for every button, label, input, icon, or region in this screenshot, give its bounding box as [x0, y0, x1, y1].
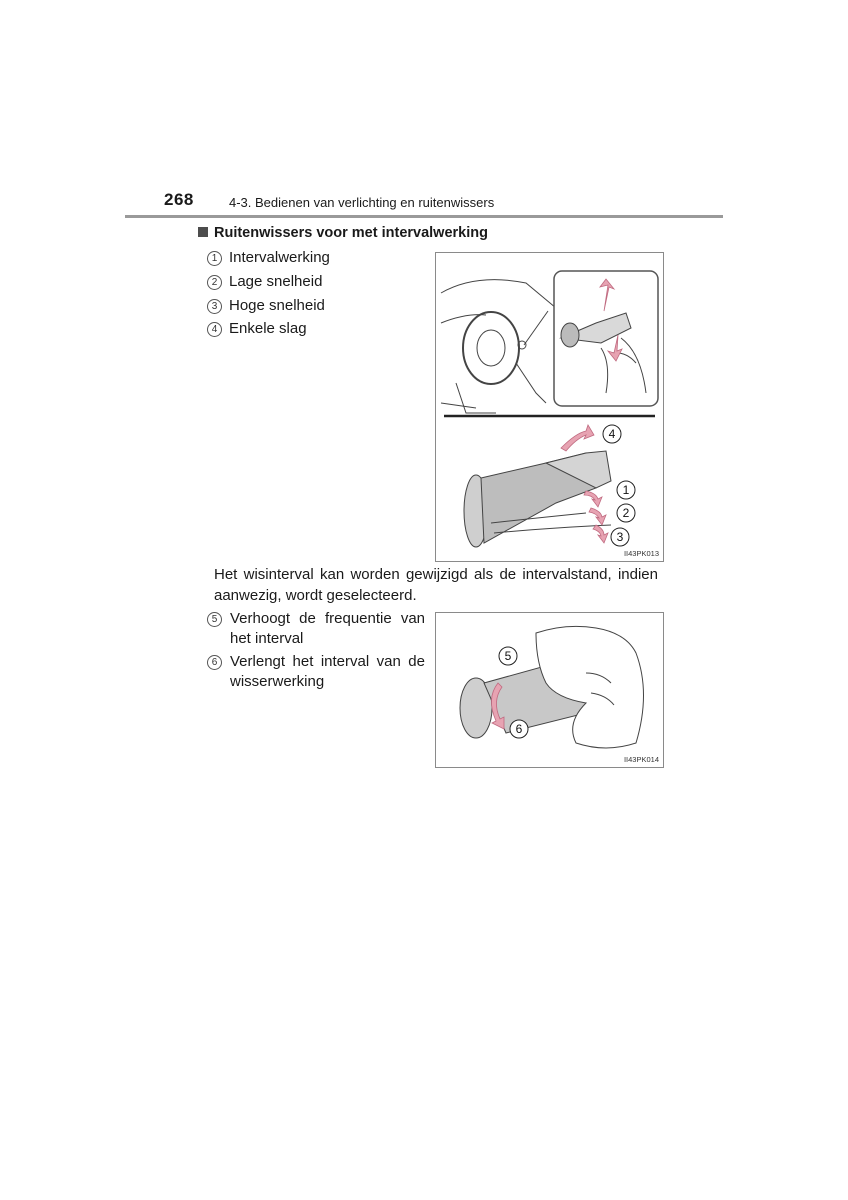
callout-4: 4: [608, 427, 616, 441]
circled-number: 3: [207, 299, 222, 314]
interval-ring-illustration: [436, 613, 663, 767]
circled-number: 2: [207, 275, 222, 290]
callout-5: 5: [504, 649, 512, 663]
page-number: 268: [164, 190, 194, 209]
list-item: [207, 652, 425, 692]
list-item-label: Enkele slag: [229, 320, 307, 337]
callout-6: 6: [515, 722, 523, 736]
list-item-label: Intervalwerking: [229, 249, 330, 266]
list-item: [207, 609, 425, 649]
list-item: [207, 273, 322, 290]
circled-number: 1: [207, 251, 222, 266]
list-item-line1: Verlengt het interval van de: [230, 653, 425, 670]
figure-code: II43PK013: [623, 549, 659, 558]
circled-number: 6: [207, 655, 222, 670]
body-paragraph: Het wisinterval kan worden gewijzigd als de intervalstand, indien aanwezig, wordt geselecteerd.: [214, 566, 658, 604]
section-title: 4-3. Bedienen van verlichting en ruitenwissers: [229, 195, 495, 210]
callout-2: 2: [622, 506, 630, 520]
figure-interval-ring: [435, 612, 664, 768]
circled-number: 5: [207, 612, 222, 627]
circled-number: 4: [207, 322, 222, 337]
figure-code: II43PK014: [623, 755, 659, 764]
figure-wiper-lever-positions: [435, 252, 664, 562]
list-item-label: Hoge snelheid: [229, 297, 325, 314]
square-bullet-icon: [198, 227, 208, 237]
subheading-text: Ruitenwissers voor met intervalwerking: [214, 225, 488, 241]
list-item-line2: het interval: [230, 630, 304, 647]
callout-3: 3: [616, 530, 624, 544]
list-item-line1: Verhoogt de frequentie van: [230, 610, 425, 627]
callout-1: 1: [622, 483, 630, 497]
list-item-label: Lage snelheid: [229, 273, 323, 290]
list-item-line2: wisserwerking: [230, 673, 325, 690]
wiper-lever-illustration: [436, 253, 663, 561]
header-rule: [125, 215, 723, 218]
list-item: [207, 320, 307, 337]
list-item: [207, 297, 325, 314]
subheading: [198, 225, 488, 241]
list-item: [207, 249, 330, 266]
